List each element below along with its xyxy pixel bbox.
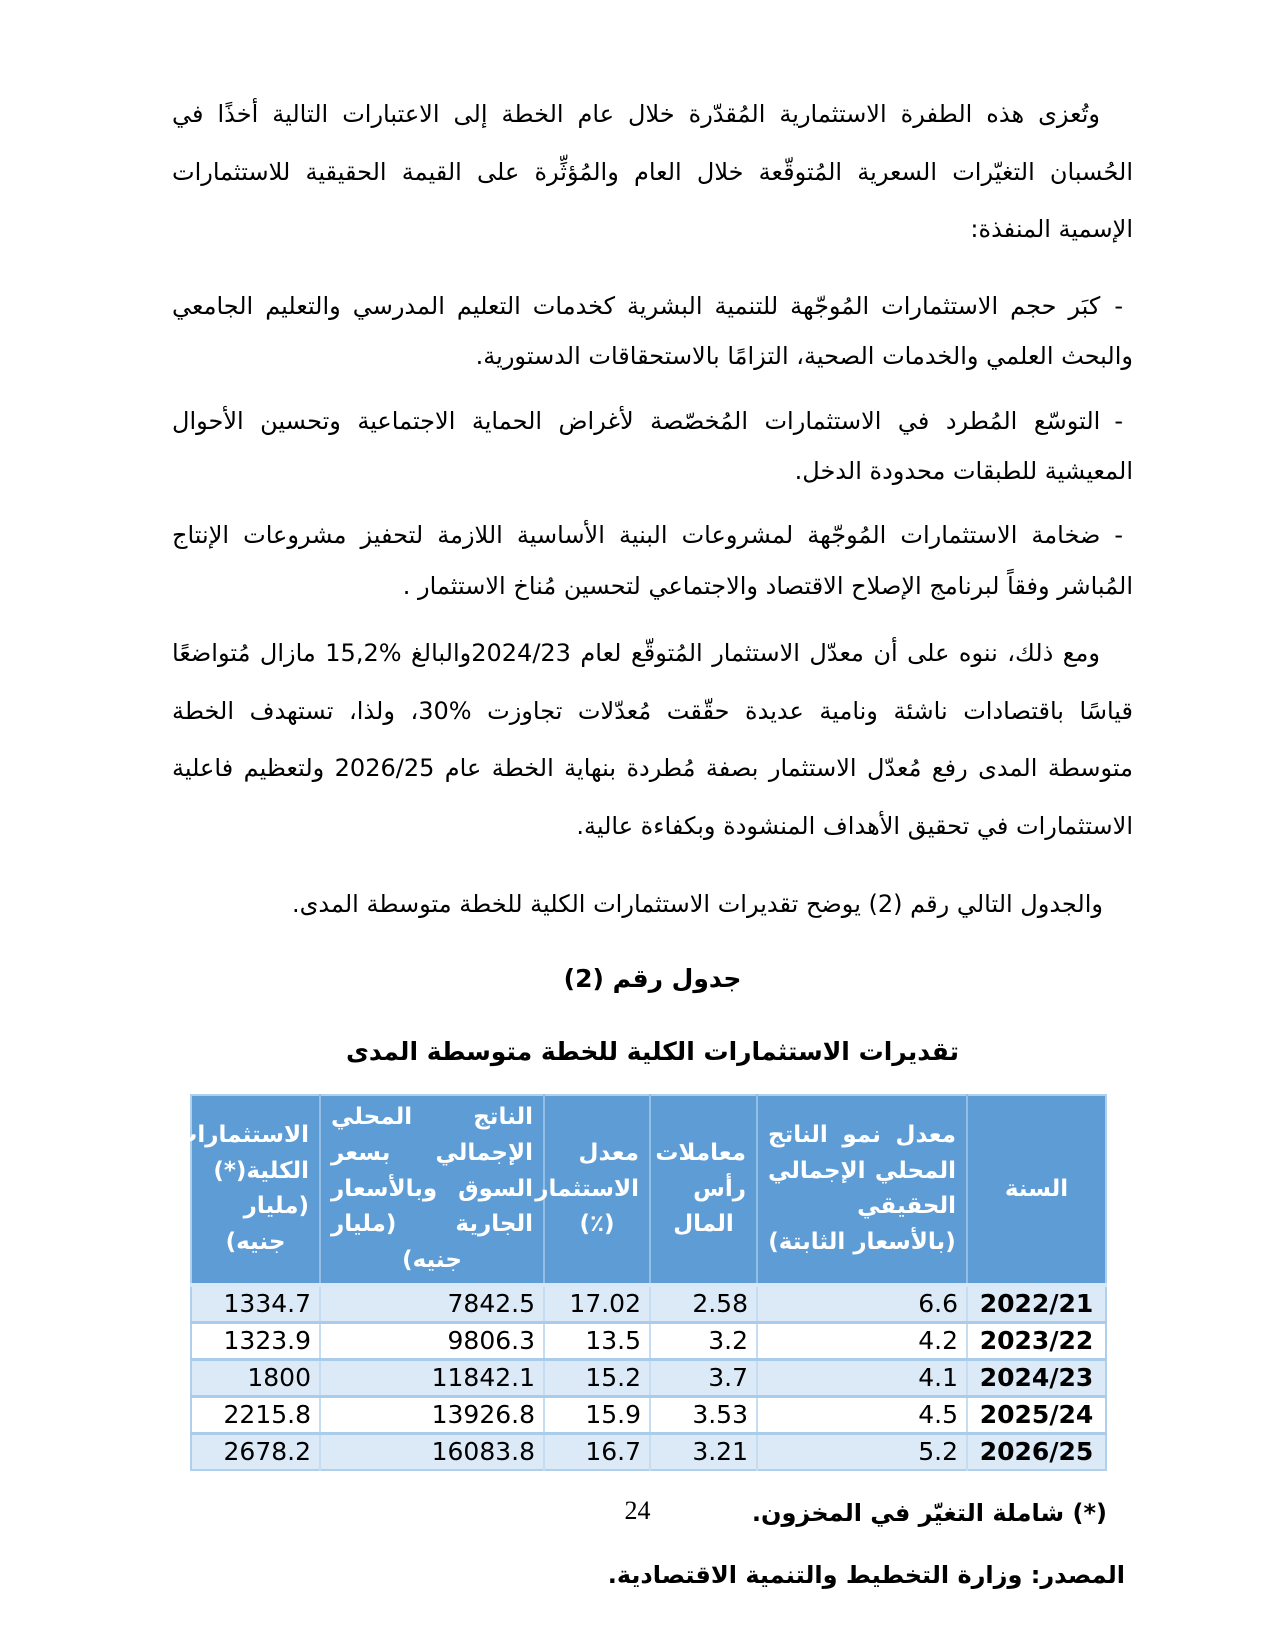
header-capital-coefficients: معاملات رأس المال	[650, 1095, 757, 1284]
cell-gdp: 16083.8	[320, 1433, 544, 1470]
bullet-dash: -	[1114, 521, 1123, 550]
cell-total-investments: 1323.9	[191, 1322, 320, 1359]
table-intro-line: والجدول التالي رقم (2) يوضح تقديرات الاستثمارات الكلية للخطة متوسطة المدى.	[291, 889, 1103, 918]
table-row	[191, 1359, 1106, 1396]
cell-investment-rate: 15.9	[544, 1396, 650, 1433]
cell-investment-rate: 15.2	[544, 1359, 650, 1396]
cell-total-investments: 1334.7	[191, 1285, 320, 1323]
header-gdp-growth-rate: معدل نمو الناتج المحلي الإجمالي الحقيقي (بالأسعار الثابتة)	[757, 1095, 967, 1284]
bullet-item	[172, 510, 1133, 611]
discussion-paragraph: ومع ذلك، ننوه على أن معدّل الاستثمار المُتوقّع لعام 2024/23والبالغ %15,2 مازال مُتواضعًا قياسًا باقتصادات ناشئة ونامية عديدة حقّقت مُعدّلات تجاوزت %30، ولذا، تستهدف الخطة متوسطة المدى رفع مُعدّل الاستثمار بصفة مُطردة بنهاية الخطة عام 2026/25 ولتعظيم فاعلية الاستثمارات في تحقيق الأهداف المنشودة وبكفاءة عالية.	[172, 639, 1133, 840]
investments-table	[174, 1094, 1107, 1470]
bullet-text: ضخامة الاستثمارات المُوجّهة لمشروعات البنية الأساسية اللازمة لتحفيز مشروعات الإنتاج المُباشر وفقاً لبرنامج الإصلاح الاقتصاد والاجتماعي لتحسين مُناخ الاستثمار .	[172, 521, 1133, 600]
bullet-dash: -	[1114, 406, 1123, 435]
source-note: المصدر: وزارة التخطيط والتنمية الاقتصادية.	[607, 1560, 1125, 1589]
cell-total-investments: 2678.2	[191, 1433, 320, 1470]
cell-gdp-growth-rate: 4.5	[757, 1396, 967, 1433]
cell-year: 2024/23	[967, 1359, 1106, 1396]
cell-total-investments: 1800	[191, 1359, 320, 1396]
cell-total-investments: 2215.8	[191, 1396, 320, 1433]
header-year: السنة	[967, 1095, 1106, 1284]
bullet-list	[172, 281, 1133, 611]
cell-gdp-growth-rate: 6.6	[757, 1285, 967, 1323]
cell-year: 2025/24	[967, 1396, 1106, 1433]
bullet-text: التوسّع المُطرد في الاستثمارات المُخصّصة لأغراض الحماية الاجتماعية وتحسين الأحوال المعيشية للطبقات محدودة الدخل.	[172, 406, 1133, 485]
header-gdp-market-prices: الناتج المحلي الإجمالي بسعر السوق وبالأسعار الجارية (مليار جنيه)	[320, 1095, 544, 1284]
header-total-investments: الاستثمارات الكلية(*) (مليار جنيه)	[191, 1095, 320, 1284]
cell-gdp-growth-rate: 4.2	[757, 1322, 967, 1359]
bullet-dash: -	[1114, 291, 1123, 320]
table-title: تقديرات الاستثمارات الكلية للخطة متوسطة المدى	[345, 1037, 960, 1067]
cell-capital-coefficient: 3.2	[650, 1322, 757, 1359]
table-row	[191, 1396, 1106, 1433]
cell-capital-coefficient: 2.58	[650, 1285, 757, 1323]
cell-gdp: 11842.1	[320, 1359, 544, 1396]
table-row	[191, 1322, 1106, 1359]
cell-investment-rate: 16.7	[544, 1433, 650, 1470]
table-row	[191, 1285, 1106, 1323]
header-investment-rate: معدل الاستثمار (٪)	[544, 1095, 650, 1284]
table-footnote: (*) شاملة التغيّر في المخزون.	[751, 1498, 1107, 1527]
cell-capital-coefficient: 3.53	[650, 1396, 757, 1433]
cell-capital-coefficient: 3.7	[650, 1359, 757, 1396]
cell-year: 2022/21	[967, 1285, 1106, 1323]
bullet-item	[172, 281, 1133, 382]
cell-gdp: 13926.8	[320, 1396, 544, 1433]
cell-capital-coefficient: 3.21	[650, 1433, 757, 1470]
table-number-label: جدول رقم (2)	[563, 964, 742, 994]
cell-gdp: 7842.5	[320, 1285, 544, 1323]
page-number: 24	[624, 1496, 651, 1525]
cell-investment-rate: 17.02	[544, 1285, 650, 1323]
bullet-item	[172, 396, 1133, 497]
cell-year: 2023/22	[967, 1322, 1106, 1359]
cell-gdp-growth-rate: 4.1	[757, 1359, 967, 1396]
table-row	[191, 1433, 1106, 1470]
cell-gdp-growth-rate: 5.2	[757, 1433, 967, 1470]
cell-year: 2026/25	[967, 1433, 1106, 1470]
table-header-row	[191, 1095, 1106, 1284]
bullet-text: كبَر حجم الاستثمارات المُوجّهة للتنمية البشرية كخدمات التعليم المدرسي والتعليم الجامعي والبحث العلمي والخدمات الصحية، التزامًا بالاستحقاقات الدستورية.	[172, 291, 1133, 371]
cell-gdp: 9806.3	[320, 1322, 544, 1359]
intro-paragraph: وتُعزى هذه الطفرة الاستثمارية المُقدّرة خلال عام الخطة إلى الاعتبارات التالية أخذًا في الحُسبان التغيّرات السعرية المُتوقّعة خلال العام والمُؤثِّرة على القيمة الحقيقية للاستثمارات الإسمية المنفذة:	[172, 100, 1133, 244]
cell-investment-rate: 13.5	[544, 1322, 650, 1359]
